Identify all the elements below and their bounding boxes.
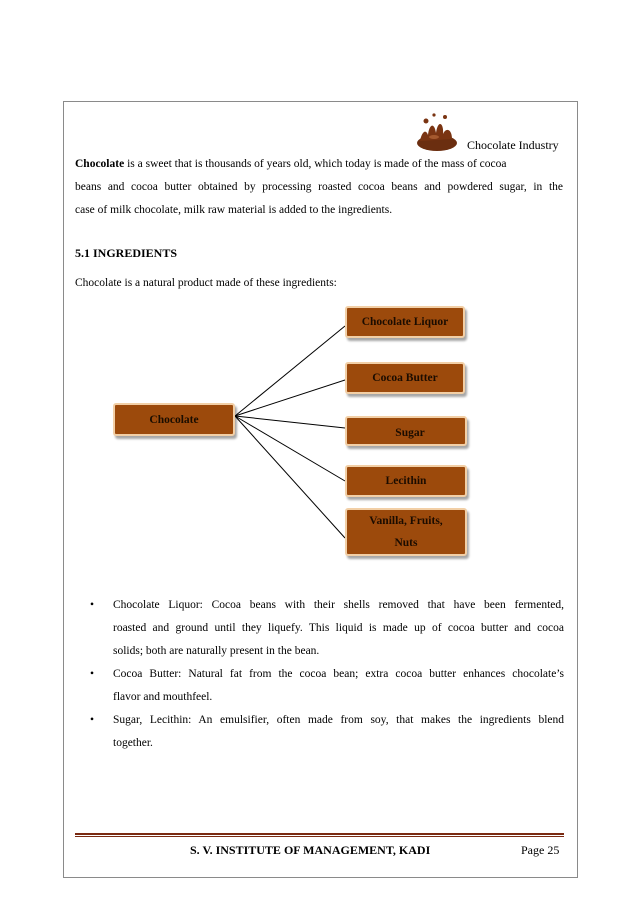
footer-page-number: Page 25 [521,843,560,857]
diagram-node-chocolate [113,403,235,436]
connector-liquor [235,326,345,416]
intro-paragraph-line3: case of milk chocolate, milk raw material is added to the ingredients. [75,204,393,216]
bullet-icon: • [90,599,95,611]
connector-vanilla [235,416,345,538]
node-label-chocolate-liquor: Chocolate Liquor [361,316,449,328]
ingredients-bullet-list [90,594,564,755]
bullet2-line1: Cocoa Butter: Natural fat from the cocoa bean; extra cocoa butter enhances chocolate’s [113,668,564,680]
footer-rule [75,833,564,835]
section-intro: Chocolate is a natural product made of these ingredients: [75,277,337,289]
diagram-node-lecithin [345,465,467,497]
bullet1-line2: roasted and ground until they liquefy. This liquid is made up of cocoa butter and cocoa [113,622,564,634]
diagram-node-chocolate-liquor [345,306,465,338]
bullet1-line3: solids; both are naturally present in the bean. [113,645,320,657]
node-label-sugar: Sugar [395,427,425,439]
bullet3-line2: together. [113,737,153,749]
diagram-node-cocoa-butter [345,362,465,394]
intro-paragraph-line2: beans and cocoa butter obtained by processing roasted cocoa beans and powdered sugar, in the [75,181,563,193]
diagram-node-sugar [345,416,467,446]
list-item [90,663,564,709]
bullet3-line1: Sugar, Lecithin: An emulsifier, often made from soy, that makes the ingredients blend [113,714,564,726]
bullet-icon: • [90,668,95,680]
node-label-lecithin: Lecithin [385,475,427,487]
bullet2-line2: flavor and mouthfeel. [113,691,213,703]
footer-rule-thin [75,836,564,837]
node-label-nuts: Nuts [394,537,418,549]
section-heading: 5.1 INGREDIENTS [75,246,178,260]
list-item [90,594,564,663]
node-label-vanilla-fruits: Vanilla, Fruits, [369,515,443,527]
intro-line1-rest: is a sweet that is thousands of years old, which today is made of the mass of cocoa [124,158,507,170]
bold-term-chocolate: Chocolate [75,158,125,170]
footer-institute: S. V. INSTITUTE OF MANAGEMENT, KADI [190,843,431,857]
node-label-chocolate: Chocolate [149,413,199,426]
list-item [90,709,564,755]
diagram-node-vanilla-fruits-nuts [345,508,467,556]
bullet-icon: • [90,714,95,726]
bullet1-line1: Chocolate Liquor: Cocoa beans with their shells removed that have been fermented, [113,599,564,611]
connector-butter [235,380,345,416]
node-label-cocoa-butter: Cocoa Butter [372,372,438,384]
header-title: Chocolate Industry [467,138,559,152]
